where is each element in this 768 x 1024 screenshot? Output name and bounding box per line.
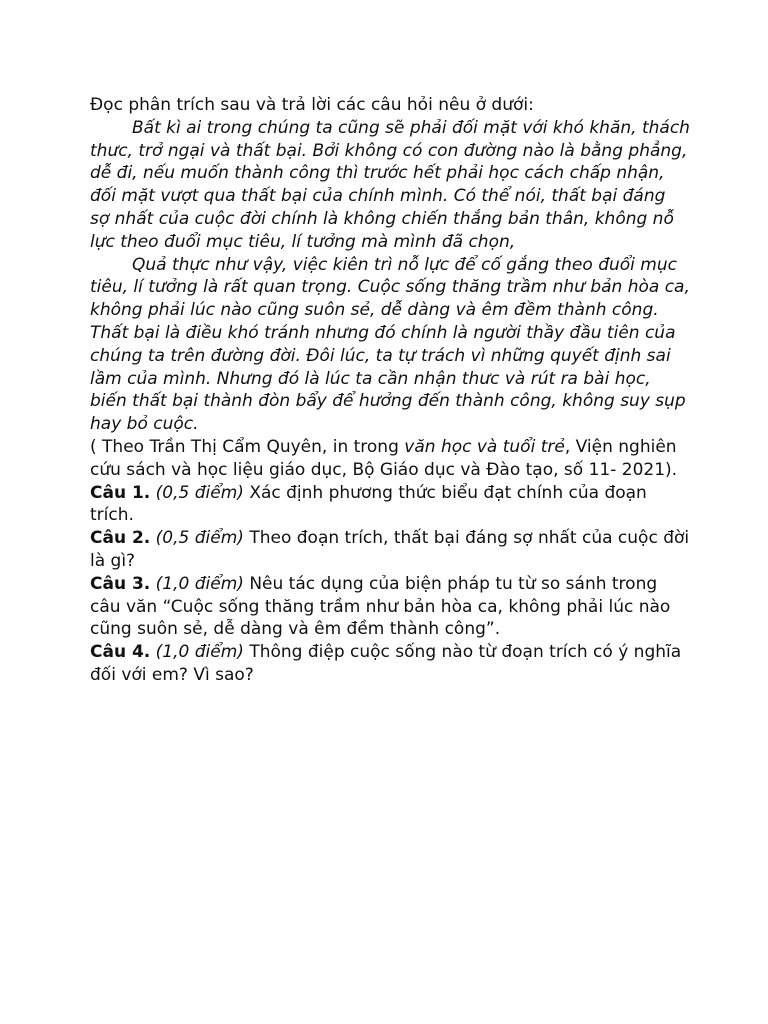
source-suffix: , Viện nghiên cứu sách và học liệu giáo dục, Bộ Giáo dục và Đào tạo, số 11- 2021). [90, 436, 678, 480]
question-points: (0,5 điểm) [155, 482, 244, 503]
question-points: (1,0 điểm) [155, 642, 244, 663]
question-text: Nêu tác dụng của biện pháp tu từ so sánh trong câu văn “Cuộc sống thăng trầm như bản hòa ca, không phải lúc nào cũng suôn sẻ, dễ dàng và êm đềm thành công”. [90, 573, 671, 640]
source-publication: văn học và tuổi trẻ [404, 436, 565, 457]
passage-paragraph-1: Bất kì ai trong chúng ta cũng sẽ phải đối mặt với khó khăn, thách thưc, trở ngại và thất bại. Bởi không có con đường nào là bằng phẳng, dễ đi, nếu muốn thành công thì trước hết phải học cách chấp nhận, đối mặt vượt qua thất bại của chính mình. Có thể nói, thất bại đáng sợ nhất của cuộc đời chính là không chiến thắng bản thân, không nỗ lực theo đuổi mục tiêu, lí tưởng mà mình đã chọn, [90, 117, 690, 252]
question-label: Câu 3. [90, 573, 151, 594]
question-label: Câu 1. [90, 482, 151, 503]
passage-paragraph-2: Quả thực như vậy, việc kiên trì nỗ lực để cố gắng theo đuổi mục tiêu, lí tưởng là rất quan trọng. Cuộc sống thăng trầm như bản hòa ca, không phải lúc nào cũng suôn sẻ, dễ dàng và êm đềm thành công. Thất bại là điều khó tránh nhưng đó chính là người thầy đầu tiên của chúng ta trên đường đời. Đôi lúc, ta tự trách vì những quyết định sai lầm của mình. Nhưng đó là lúc ta cần nhận thưc và rút ra bài học, biến thất bại thành đòn bẩy để hưởng đến thành công, không suy sụp hay bỏ cuộc. [90, 254, 690, 435]
question-text: Theo đoạn trích, thất bại đáng sợ nhất của cuộc đời là gì? [90, 528, 690, 571]
question-4 [90, 641, 690, 687]
question-label: Câu 2. [90, 528, 151, 549]
question-text: Xác định phương thức biểu đạt chính của đoạn trích. [90, 482, 647, 526]
question-points: (1,0 điểm) [155, 573, 244, 594]
question-label: Câu 4. [90, 642, 151, 663]
question-2 [90, 527, 690, 573]
question-3 [90, 573, 690, 641]
source-prefix: ( Theo Trần Thị Cẩm Quyên, in trong [90, 436, 405, 457]
question-text: Thông điệp cuộc sống nào từ đoạn trích có ý nghĩa đối với em? Vì sao? [90, 642, 682, 685]
question-1 [90, 482, 690, 528]
question-points: (0,5 điểm) [155, 528, 244, 549]
document-page [90, 94, 690, 687]
intro-instruction: Đọc phân trích sau và trả lời các câu hỏi nêu ở dưới: [90, 95, 534, 115]
source-citation [90, 436, 690, 482]
